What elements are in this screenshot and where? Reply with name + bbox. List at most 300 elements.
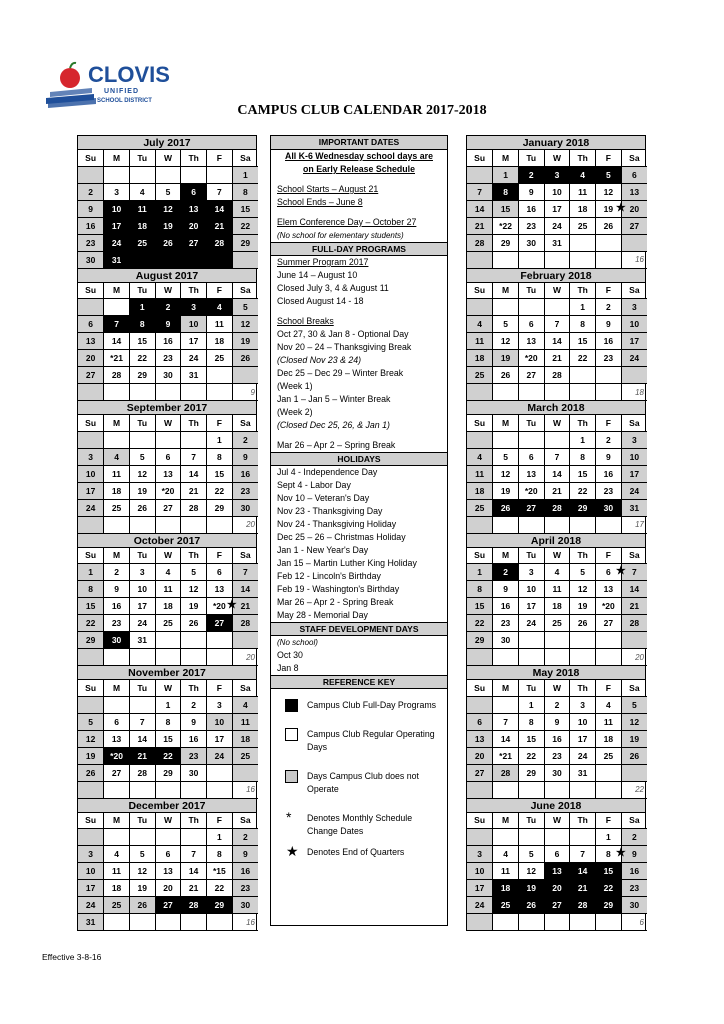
day-cell: 28	[544, 367, 570, 384]
weekday-header: Sa	[621, 283, 647, 299]
day-cell: 4	[232, 696, 258, 713]
day-cell: 25	[232, 747, 258, 764]
day-cell: 2	[232, 431, 258, 448]
day-cell	[181, 166, 207, 183]
weekday-header: M	[104, 680, 130, 696]
day-cell	[544, 829, 570, 846]
break-line3: (Closed Nov 23 & 24)	[277, 355, 362, 365]
month-grid	[467, 680, 647, 799]
weekday-header: Sa	[232, 150, 258, 166]
day-count: 6	[621, 914, 647, 931]
day-cell: 12	[78, 730, 104, 747]
day-cell	[181, 516, 207, 533]
day-cell: 11	[232, 713, 258, 730]
day-cell: 1	[129, 299, 155, 316]
day-cell	[155, 166, 181, 183]
day-cell	[467, 251, 493, 268]
day-cell: 9	[544, 713, 570, 730]
day-cell: 27	[155, 897, 181, 914]
day-cell: 27	[467, 764, 493, 781]
day-cell: 7	[621, 564, 647, 581]
day-cell: 28	[181, 499, 207, 516]
day-cell	[570, 649, 596, 666]
day-cell: 27	[181, 234, 207, 251]
day-cell: 18	[493, 880, 519, 897]
day-cell: *20	[518, 350, 544, 367]
month-grid	[467, 415, 647, 534]
day-cell	[544, 781, 570, 798]
day-cell: 18	[596, 730, 622, 747]
day-cell: 5	[78, 713, 104, 730]
day-cell: 6	[518, 448, 544, 465]
day-count: 16	[232, 781, 258, 798]
day-cell: 14	[207, 200, 233, 217]
day-cell: 28	[232, 615, 258, 632]
day-cell: 17	[181, 333, 207, 350]
day-cell	[518, 384, 544, 401]
day-cell: 16	[232, 465, 258, 482]
day-cell: 19	[232, 333, 258, 350]
day-cell: 3	[621, 299, 647, 316]
day-cell: 29	[155, 764, 181, 781]
weekday-header: Th	[570, 813, 596, 829]
day-cell: *21	[493, 747, 519, 764]
month-grid	[78, 680, 258, 799]
day-cell: 3	[467, 846, 493, 863]
break-line5: (Week 1)	[277, 381, 313, 391]
weekday-header: Sa	[621, 680, 647, 696]
weekday-header: Tu	[518, 283, 544, 299]
day-cell: 28	[207, 234, 233, 251]
weekday-header: Th	[570, 150, 596, 166]
day-cell	[493, 649, 519, 666]
day-cell: 14	[181, 863, 207, 880]
month-title: January 2018	[467, 136, 645, 150]
day-cell	[181, 632, 207, 649]
day-cell: 16	[493, 598, 519, 615]
day-cell: 21	[570, 880, 596, 897]
day-cell: 12	[596, 183, 622, 200]
day-cell: 2	[518, 166, 544, 183]
day-cell	[181, 251, 207, 268]
day-cell	[207, 781, 233, 798]
day-cell	[570, 367, 596, 384]
day-cell: 21	[207, 217, 233, 234]
conference-day: Elem Conference Day – October 27	[277, 217, 417, 227]
day-cell: 1	[596, 829, 622, 846]
day-cell: 7	[544, 448, 570, 465]
day-cell: 5	[232, 299, 258, 316]
weekday-header: Th	[181, 415, 207, 431]
day-cell: 5	[493, 316, 519, 333]
day-cell: 8 ★	[596, 846, 622, 863]
day-cell: 31	[129, 632, 155, 649]
month-grid	[78, 150, 258, 269]
day-cell: 19	[621, 730, 647, 747]
weekday-header: W	[544, 150, 570, 166]
day-cell: 29	[467, 632, 493, 649]
day-count: 16	[232, 914, 258, 931]
weekday-header: Su	[78, 283, 104, 299]
day-cell	[467, 829, 493, 846]
day-cell: 2	[596, 431, 622, 448]
day-cell: 23	[544, 747, 570, 764]
day-cell: 19	[493, 482, 519, 499]
break-line7: (Week 2)	[277, 407, 313, 417]
day-cell: 21	[232, 598, 258, 615]
weekday-header: W	[155, 680, 181, 696]
early-release-line2: on Early Release Schedule	[303, 164, 415, 174]
day-cell: 26	[129, 897, 155, 914]
day-cell	[104, 781, 130, 798]
weekday-header: Tu	[518, 680, 544, 696]
day-cell: 25	[467, 499, 493, 516]
month-title: August 2017	[78, 269, 256, 283]
month-grid	[78, 283, 258, 402]
weekday-header: Su	[78, 150, 104, 166]
day-cell: 13	[104, 730, 130, 747]
day-cell: 4	[596, 696, 622, 713]
day-cell: 18	[207, 333, 233, 350]
weekday-header: Th	[181, 548, 207, 564]
day-cell: 7	[104, 316, 130, 333]
day-cell: 28	[570, 897, 596, 914]
day-cell: 30	[596, 499, 622, 516]
day-cell: 19	[78, 747, 104, 764]
day-cell	[78, 696, 104, 713]
weekday-header: Tu	[129, 150, 155, 166]
asterisk-icon: *	[286, 809, 292, 825]
weekday-header: Sa	[621, 150, 647, 166]
day-cell	[493, 251, 519, 268]
day-cell: 3	[518, 564, 544, 581]
reference-key-header: REFERENCE KEY	[271, 675, 447, 689]
day-cell: 31	[570, 764, 596, 781]
key-full-day-label: Campus Club Full-Day Programs	[307, 700, 437, 710]
day-cell: 3	[544, 166, 570, 183]
day-cell: 27	[518, 367, 544, 384]
day-cell: 19	[518, 880, 544, 897]
weekday-header: Su	[467, 680, 493, 696]
day-cell: 8	[570, 448, 596, 465]
day-cell: 29	[493, 234, 519, 251]
day-cell: 29	[570, 499, 596, 516]
day-count: 17	[621, 516, 647, 533]
day-cell: 5	[596, 166, 622, 183]
logo-name: CLOVIS	[88, 62, 170, 87]
day-cell: 15	[570, 465, 596, 482]
day-cell: 24	[544, 217, 570, 234]
day-cell: 29	[207, 897, 233, 914]
day-cell: 2	[181, 696, 207, 713]
day-cell: 10	[181, 316, 207, 333]
weekday-header: Th	[181, 150, 207, 166]
weekday-header: M	[104, 548, 130, 564]
weekday-header: F	[596, 150, 622, 166]
day-cell: 28	[493, 764, 519, 781]
weekday-header: Th	[570, 283, 596, 299]
day-cell: 19	[155, 217, 181, 234]
day-cell	[129, 696, 155, 713]
day-cell	[104, 166, 130, 183]
day-count: 20	[621, 649, 647, 666]
day-cell: 2	[155, 299, 181, 316]
weekday-header: F	[596, 680, 622, 696]
day-cell	[596, 384, 622, 401]
day-cell: 20	[621, 200, 647, 217]
day-cell: *20	[596, 598, 622, 615]
month-grid	[78, 415, 258, 534]
day-cell: 22	[467, 615, 493, 632]
day-cell: 15	[596, 863, 622, 880]
day-cell: 9	[78, 200, 104, 217]
break-line6: Jan 1 – Jan 5 – Winter Break	[277, 394, 391, 404]
weekday-header: F	[596, 548, 622, 564]
white-swatch-icon	[285, 728, 298, 741]
day-cell: 25	[570, 217, 596, 234]
day-cell: 30	[181, 764, 207, 781]
weekday-header: Tu	[518, 548, 544, 564]
gray-swatch-icon	[285, 770, 298, 783]
page-title: CAMPUS CLUB CALENDAR 2017-2018	[237, 103, 487, 118]
day-cell: 20	[181, 217, 207, 234]
day-cell: 14	[104, 333, 130, 350]
day-cell: 17	[129, 598, 155, 615]
weekday-header: Th	[570, 415, 596, 431]
break-line8: (Closed Dec 25, 26, & Jan 1)	[277, 420, 390, 430]
holiday-item: May 28 - Memorial Day	[277, 610, 368, 620]
day-cell: 9	[493, 581, 519, 598]
black-swatch-icon	[285, 699, 298, 712]
weekday-header: F	[207, 415, 233, 431]
day-cell	[181, 829, 207, 846]
day-cell: 25	[544, 615, 570, 632]
day-cell: 26	[596, 217, 622, 234]
day-cell	[104, 829, 130, 846]
weekday-header: Th	[570, 680, 596, 696]
day-cell	[621, 234, 647, 251]
day-cell: 14	[467, 200, 493, 217]
day-count: 20	[232, 649, 258, 666]
day-cell	[467, 299, 493, 316]
day-cell: 25	[207, 350, 233, 367]
day-cell	[155, 781, 181, 798]
day-cell	[129, 516, 155, 533]
weekday-header: Su	[467, 415, 493, 431]
day-cell: 23	[596, 482, 622, 499]
day-cell: 26	[78, 764, 104, 781]
day-cell: 24	[78, 897, 104, 914]
day-cell: 3	[570, 696, 596, 713]
weekday-header: W	[155, 150, 181, 166]
day-cell: 1	[570, 431, 596, 448]
day-cell	[207, 367, 233, 384]
day-cell	[570, 632, 596, 649]
day-cell: 27	[621, 217, 647, 234]
day-cell: 13	[467, 730, 493, 747]
day-cell: 16	[621, 863, 647, 880]
day-cell	[129, 649, 155, 666]
day-cell	[104, 299, 130, 316]
day-cell: 11	[155, 581, 181, 598]
day-cell	[232, 367, 258, 384]
day-cell: 26	[155, 234, 181, 251]
weekday-header: Su	[467, 150, 493, 166]
day-cell: 19	[129, 880, 155, 897]
holiday-item: Nov 23 - Thanksgiving Day	[277, 506, 383, 516]
key-full-day	[275, 699, 443, 712]
day-cell: 17	[621, 465, 647, 482]
day-cell: 7	[207, 183, 233, 200]
day-cell: 14	[544, 465, 570, 482]
day-cell	[596, 914, 622, 931]
day-cell	[544, 431, 570, 448]
day-cell: 25	[155, 615, 181, 632]
day-cell	[570, 781, 596, 798]
weekday-header: W	[544, 680, 570, 696]
day-cell	[129, 914, 155, 931]
day-cell: 26	[621, 747, 647, 764]
holidays-header: HOLIDAYS	[271, 452, 447, 466]
weekday-header: F	[207, 150, 233, 166]
day-cell: 10	[129, 581, 155, 598]
holiday-item: Mar 26 – Apr 2 - Spring Break	[277, 597, 394, 607]
day-cell: 30	[544, 764, 570, 781]
month-grid	[78, 813, 258, 932]
day-cell: 2	[493, 564, 519, 581]
weekday-header: Su	[78, 813, 104, 829]
day-cell: 8	[207, 448, 233, 465]
holiday-list	[271, 466, 447, 622]
day-cell	[181, 781, 207, 798]
day-cell	[155, 649, 181, 666]
day-cell: 10	[207, 713, 233, 730]
day-cell: 26	[129, 499, 155, 516]
day-cell: 6	[78, 316, 104, 333]
weekday-header: M	[104, 415, 130, 431]
day-cell	[129, 829, 155, 846]
weekday-header: W	[544, 283, 570, 299]
holiday-item: Jul 4 - Independence Day	[277, 467, 378, 477]
day-cell: 10	[621, 448, 647, 465]
day-cell	[493, 914, 519, 931]
day-cell: 10	[544, 183, 570, 200]
day-cell	[570, 384, 596, 401]
day-cell: 8	[493, 183, 519, 200]
day-cell: 22	[129, 350, 155, 367]
logo-sub1: UNIFIED	[104, 88, 139, 95]
day-cell	[129, 431, 155, 448]
day-cell	[596, 632, 622, 649]
holiday-item: Feb 19 - Washington's Birthday	[277, 584, 400, 594]
day-cell	[232, 764, 258, 781]
weekday-header: M	[493, 680, 519, 696]
full-day-header: FULL-DAY PROGRAMS	[271, 242, 447, 256]
day-cell	[129, 781, 155, 798]
day-cell: 13	[518, 465, 544, 482]
day-cell: 3	[129, 564, 155, 581]
day-cell: 16	[544, 730, 570, 747]
key-closed-label2: Operate	[307, 784, 339, 794]
weekday-header: Tu	[518, 813, 544, 829]
day-cell: 24	[518, 615, 544, 632]
weekday-header: M	[104, 283, 130, 299]
day-cell: 28	[467, 234, 493, 251]
day-cell: 12	[518, 863, 544, 880]
day-cell: *15	[207, 863, 233, 880]
day-cell: 13	[155, 465, 181, 482]
day-cell: 12	[155, 200, 181, 217]
day-cell	[78, 431, 104, 448]
day-cell: 18	[104, 482, 130, 499]
day-cell: 6	[621, 166, 647, 183]
day-cell: 22	[232, 217, 258, 234]
months-right-column	[466, 135, 646, 931]
day-cell: 16	[78, 217, 104, 234]
weekday-header: M	[493, 813, 519, 829]
school-ends: School Ends – June 8	[277, 197, 363, 207]
day-cell: 23	[493, 615, 519, 632]
weekday-header: Sa	[621, 813, 647, 829]
day-cell: 30	[621, 897, 647, 914]
early-release-line1: All K-6 Wednesday school days are	[285, 151, 433, 161]
weekday-header: Tu	[129, 548, 155, 564]
day-cell	[104, 696, 130, 713]
day-cell: 11	[570, 183, 596, 200]
day-cell	[78, 299, 104, 316]
day-cell: 5	[155, 183, 181, 200]
key-closed	[275, 770, 443, 796]
day-cell	[493, 829, 519, 846]
day-cell: 7	[129, 713, 155, 730]
day-cell: 8	[129, 316, 155, 333]
day-cell: 7	[570, 846, 596, 863]
day-cell: 17	[621, 333, 647, 350]
key-schedule-label1: Denotes Monthly Schedule	[307, 813, 413, 823]
weekday-header: Sa	[621, 415, 647, 431]
weekday-header: W	[155, 548, 181, 564]
day-cell: *22	[493, 217, 519, 234]
day-cell	[129, 166, 155, 183]
day-cell: 1	[570, 299, 596, 316]
weekday-header: Sa	[621, 548, 647, 564]
day-cell: 4	[570, 166, 596, 183]
day-cell: 7	[493, 713, 519, 730]
weekday-header: F	[207, 283, 233, 299]
day-cell	[207, 251, 233, 268]
day-cell: 30	[493, 632, 519, 649]
month-title: May 2018	[467, 666, 645, 680]
day-cell: 16	[596, 333, 622, 350]
day-cell: 31	[78, 914, 104, 931]
day-cell: 24	[621, 482, 647, 499]
day-cell: *20	[518, 482, 544, 499]
day-cell: 27	[104, 764, 130, 781]
day-cell: 18	[155, 598, 181, 615]
weekday-header: Th	[181, 813, 207, 829]
day-cell: 17	[104, 217, 130, 234]
day-cell	[493, 781, 519, 798]
day-cell: 4	[129, 183, 155, 200]
day-cell: 6	[181, 183, 207, 200]
day-cell	[155, 829, 181, 846]
holiday-item: Jan 1 - New Year's Day	[277, 545, 369, 555]
day-cell: 15	[155, 730, 181, 747]
day-cell: 12	[232, 316, 258, 333]
day-cell: 18	[467, 482, 493, 499]
day-cell: 10	[467, 863, 493, 880]
holiday-item: Nov 24 - Thanksgiving Holiday	[277, 519, 397, 529]
